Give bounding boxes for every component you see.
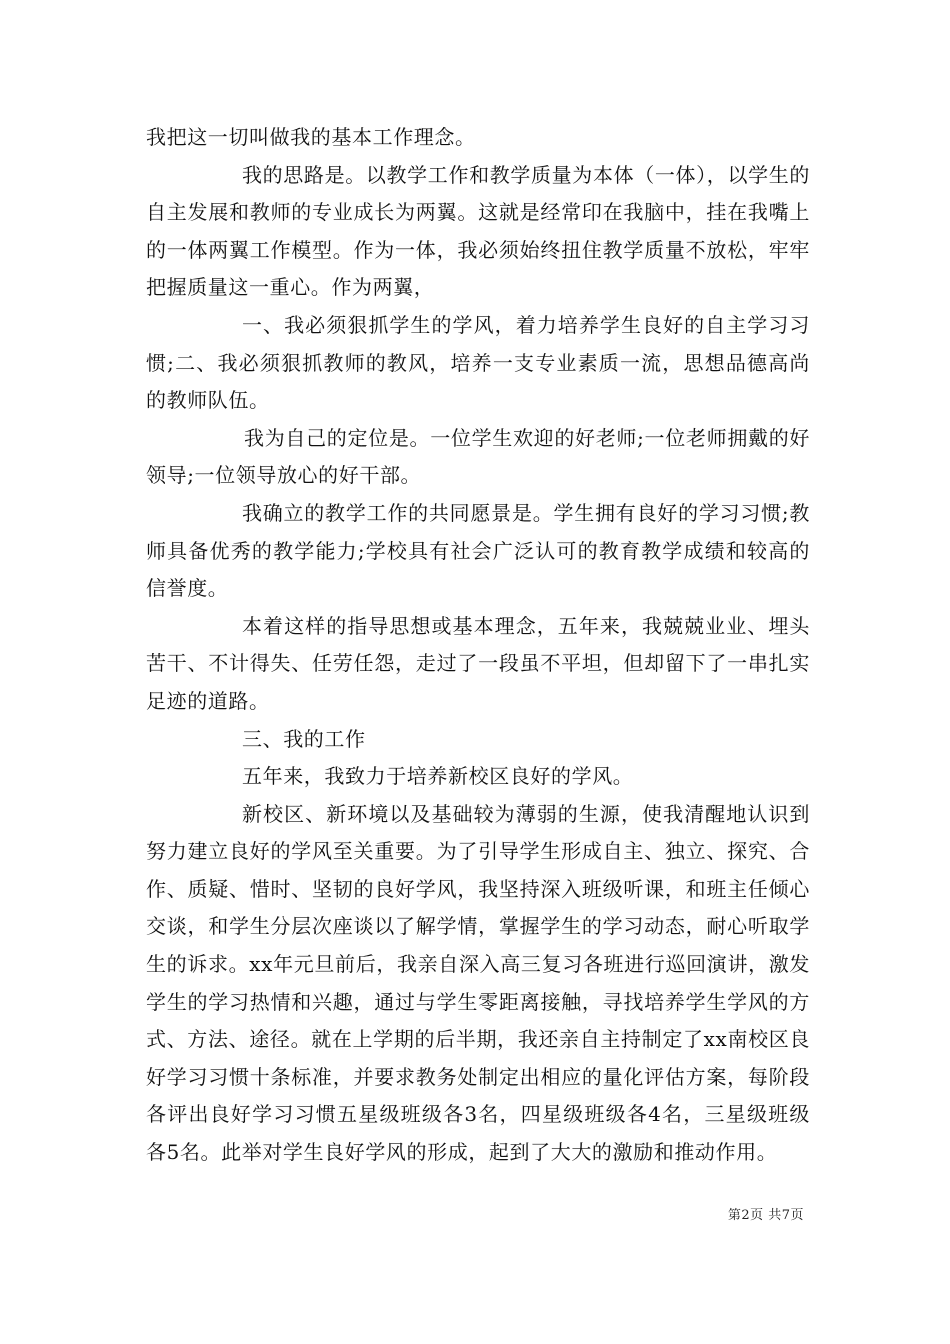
paragraph-work-model: 我的思路是。以教学工作和教学质量为本体（一体），以学生的自主发展和教师的专业成长为两翼。这就是经常印在我脑中，挂在我嘴上的一体两翼工作模型。作为一体，我必须始终扭住教学质量不放松，牢牢把握质量这一重心。作为两翼， bbox=[146, 162, 810, 300]
paragraph-study-style-goal: 五年来，我致力于培养新校区良好的学风。 bbox=[242, 764, 634, 789]
paragraph-shared-vision: 我确立的教学工作的共同愿景是。学生拥有良好的学习习惯;教师具备优秀的教学能力;学校具有社会广泛认可的教育教学成绩和较高的信誉度。 bbox=[146, 500, 810, 601]
paragraph-self-position: 我为自己的定位是。一位学生欢迎的好老师;一位老师拥戴的好领导;一位领导放心的好干部。 bbox=[146, 425, 810, 488]
paragraph-intro-closing: 我把这一切叫做我的基本工作理念。 bbox=[146, 125, 476, 149]
page-number-footer: 第2页 共7页 bbox=[727, 1208, 804, 1223]
paragraph-five-years: 本着这样的指导思想或基本理念，五年来，我兢兢业业、埋头苦干、不计得失、任劳任怨，走过了一段虽不平坦，但却留下了一串扎实足迹的道路。 bbox=[146, 613, 810, 713]
section-heading-my-work: 三、我的工作 bbox=[242, 726, 366, 751]
paragraph-two-wings: 一、我必须狠抓学生的学风，着力培养学生良好的自主学习习惯;二、我必须狠抓教师的教风，培养一支专业素质一流，思想品德高尚的教师队伍。 bbox=[146, 312, 810, 413]
document-body bbox=[146, 119, 810, 1172]
paragraph-study-style-details: 新校区、新环境以及基础较为薄弱的生源，使我清醒地认识到努力建立良好的学风至关重要。为了引导学生形成自主、独立、探究、合作、质疑、惜时、坚韧的良好学风，我坚持深入班级听课，和班主任倾心交谈，和学生分层次座谈以了解学情，掌握学生的学习动态，耐心听取学生的诉求。xx年元旦前后，我亲自深入高三复习各班进行巡回演讲，激发学生的学习热情和兴趣，通过与学生零距离接触，寻找培养学生学风的方式、方法、途径。就在上学期的后半期，我还亲自主持制定了xx南校区良好学习习惯十条标准，并要求教务处制定出相应的量化评估方案，每阶段各评出良好学习习惯五星级班级各3名，四星级班级各4名，三星级班级各5名。此举对学生良好学风的形成，起到了大大的激励和推动作用。 bbox=[146, 801, 810, 1165]
